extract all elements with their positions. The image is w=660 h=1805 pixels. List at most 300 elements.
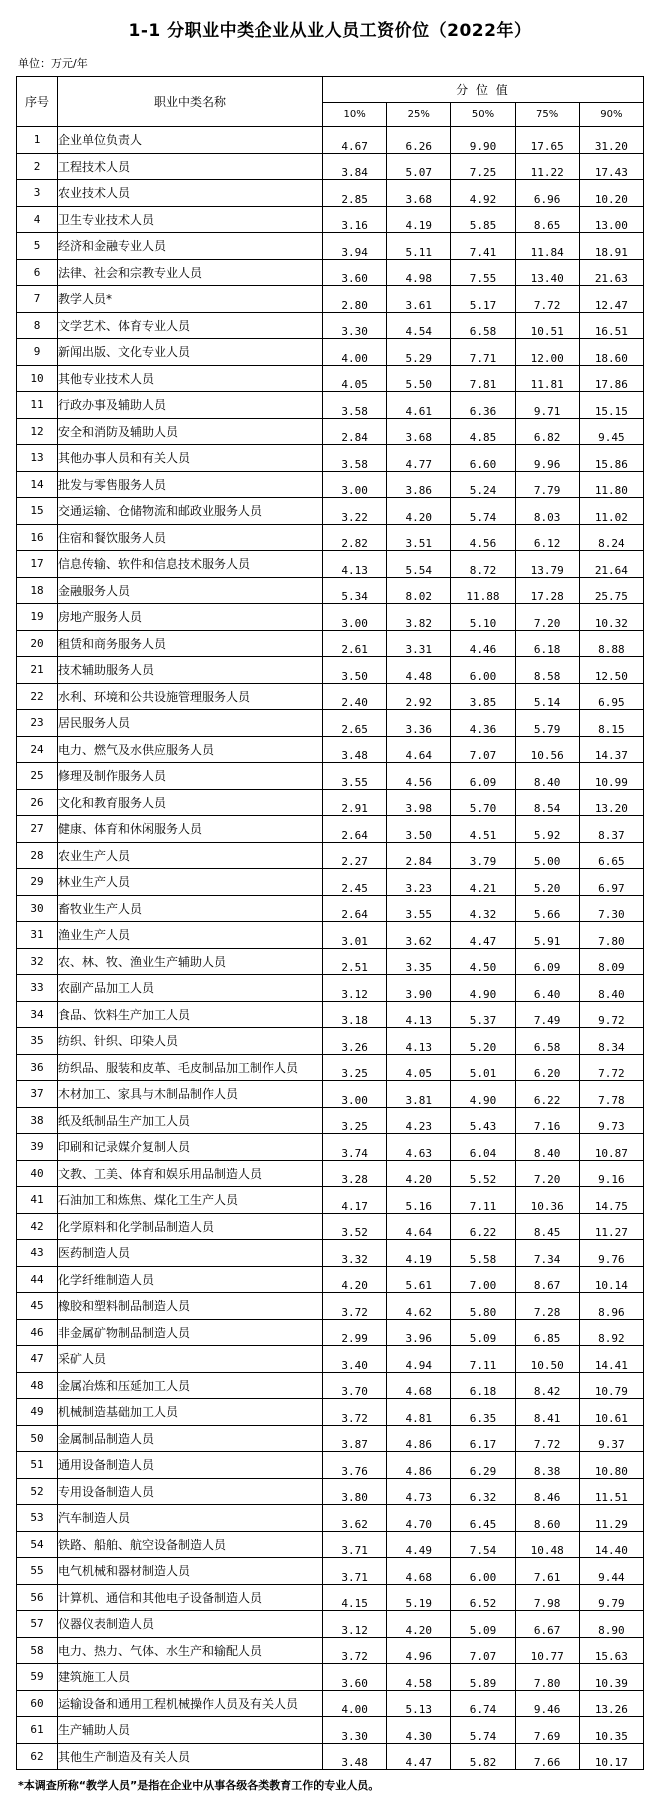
row-percentile-value: 7.20	[515, 1160, 579, 1187]
row-occupation-name: 电气机械和器材制造人员	[58, 1558, 323, 1585]
header-p75: 75%	[515, 103, 579, 127]
row-percentile-value: 4.94	[387, 1346, 451, 1373]
row-percentile-value: 6.97	[579, 869, 643, 896]
row-percentile-value: 3.25	[323, 1054, 387, 1081]
row-percentile-value: 7.25	[451, 153, 515, 180]
header-seq: 序号	[17, 77, 58, 127]
table-row	[17, 1611, 644, 1638]
row-percentile-value: 14.75	[579, 1187, 643, 1214]
row-percentile-value: 6.96	[515, 180, 579, 207]
row-occupation-name: 经济和金融专业人员	[58, 233, 323, 260]
table-row	[17, 1505, 644, 1532]
row-percentile-value: 17.65	[515, 127, 579, 154]
row-percentile-value: 3.16	[323, 206, 387, 233]
row-percentile-value: 4.77	[387, 445, 451, 472]
row-percentile-value: 3.52	[323, 1213, 387, 1240]
row-percentile-value: 8.42	[515, 1372, 579, 1399]
row-percentile-value: 6.00	[451, 1558, 515, 1585]
row-sequence-number: 54	[17, 1531, 58, 1558]
row-percentile-value: 3.62	[323, 1505, 387, 1532]
row-percentile-value: 10.39	[579, 1664, 643, 1691]
row-percentile-value: 2.40	[323, 683, 387, 710]
row-percentile-value: 3.26	[323, 1028, 387, 1055]
row-percentile-value: 5.85	[451, 206, 515, 233]
row-percentile-value: 3.76	[323, 1452, 387, 1479]
table-row	[17, 1399, 644, 1426]
table-row	[17, 1452, 644, 1479]
row-percentile-value: 11.81	[515, 365, 579, 392]
row-percentile-value: 3.94	[323, 233, 387, 260]
row-percentile-value: 5.61	[387, 1266, 451, 1293]
table-row	[17, 1160, 644, 1187]
row-percentile-value: 6.74	[451, 1690, 515, 1717]
row-occupation-name: 其他专业技术人员	[58, 365, 323, 392]
row-percentile-value: 4.49	[387, 1531, 451, 1558]
row-percentile-value: 4.56	[451, 524, 515, 551]
row-percentile-value: 5.16	[387, 1187, 451, 1214]
row-percentile-value: 6.04	[451, 1134, 515, 1161]
row-sequence-number: 31	[17, 922, 58, 949]
row-percentile-value: 4.32	[451, 895, 515, 922]
table-row	[17, 1081, 644, 1108]
row-percentile-value: 4.19	[387, 1240, 451, 1267]
row-percentile-value: 11.51	[579, 1478, 643, 1505]
row-percentile-value: 3.80	[323, 1478, 387, 1505]
row-occupation-name: 居民服务人员	[58, 710, 323, 737]
row-percentile-value: 10.20	[579, 180, 643, 207]
row-percentile-value: 6.12	[515, 524, 579, 551]
row-occupation-name: 住宿和餐饮服务人员	[58, 524, 323, 551]
header-percentile-group: 分 位 值	[323, 77, 644, 103]
row-sequence-number: 3	[17, 180, 58, 207]
row-percentile-value: 4.73	[387, 1478, 451, 1505]
row-percentile-value: 3.81	[387, 1081, 451, 1108]
row-occupation-name: 仪器仪表制造人员	[58, 1611, 323, 1638]
row-percentile-value: 4.64	[387, 1213, 451, 1240]
row-percentile-value: 3.12	[323, 1611, 387, 1638]
row-percentile-value: 5.11	[387, 233, 451, 260]
row-percentile-value: 5.10	[451, 604, 515, 631]
row-percentile-value: 8.40	[515, 1134, 579, 1161]
row-percentile-value: 5.91	[515, 922, 579, 949]
row-percentile-value: 5.09	[451, 1611, 515, 1638]
row-percentile-value: 6.18	[515, 630, 579, 657]
row-percentile-value: 13.79	[515, 551, 579, 578]
row-occupation-name: 文化和教育服务人员	[58, 789, 323, 816]
row-percentile-value: 3.31	[387, 630, 451, 657]
row-percentile-value: 5.24	[451, 471, 515, 498]
table-row	[17, 1213, 644, 1240]
row-occupation-name: 电力、燃气及水供应服务人员	[58, 736, 323, 763]
row-percentile-value: 3.60	[323, 259, 387, 286]
row-sequence-number: 37	[17, 1081, 58, 1108]
row-percentile-value: 4.62	[387, 1293, 451, 1320]
row-percentile-value: 4.56	[387, 763, 451, 790]
row-occupation-name: 水利、环境和公共设施管理服务人员	[58, 683, 323, 710]
row-percentile-value: 2.84	[323, 418, 387, 445]
row-percentile-value: 4.51	[451, 816, 515, 843]
row-percentile-value: 14.37	[579, 736, 643, 763]
table-row	[17, 233, 644, 260]
row-percentile-value: 5.37	[451, 1001, 515, 1028]
row-percentile-value: 7.72	[579, 1054, 643, 1081]
row-occupation-name: 机械制造基础加工人员	[58, 1399, 323, 1426]
row-percentile-value: 4.13	[323, 551, 387, 578]
row-occupation-name: 运输设备和通用工程机械操作人员及有关人员	[58, 1690, 323, 1717]
row-occupation-name: 企业单位负责人	[58, 127, 323, 154]
row-percentile-value: 7.66	[515, 1743, 579, 1770]
table-row	[17, 1690, 644, 1717]
row-sequence-number: 6	[17, 259, 58, 286]
row-occupation-name: 健康、体育和休闲服务人员	[58, 816, 323, 843]
row-percentile-value: 5.92	[515, 816, 579, 843]
row-percentile-value: 6.45	[451, 1505, 515, 1532]
row-percentile-value: 7.78	[579, 1081, 643, 1108]
row-occupation-name: 工程技术人员	[58, 153, 323, 180]
row-percentile-value: 4.13	[387, 1028, 451, 1055]
row-percentile-value: 9.44	[579, 1558, 643, 1585]
row-percentile-value: 6.22	[451, 1213, 515, 1240]
table-row	[17, 180, 644, 207]
table-row	[17, 604, 644, 631]
row-percentile-value: 14.41	[579, 1346, 643, 1373]
row-occupation-name: 计算机、通信和其他电子设备制造人员	[58, 1584, 323, 1611]
row-percentile-value: 6.82	[515, 418, 579, 445]
table-row	[17, 524, 644, 551]
row-sequence-number: 8	[17, 312, 58, 339]
row-percentile-value: 7.54	[451, 1531, 515, 1558]
row-percentile-value: 7.11	[451, 1187, 515, 1214]
table-row	[17, 392, 644, 419]
row-percentile-value: 10.51	[515, 312, 579, 339]
row-percentile-value: 3.50	[323, 657, 387, 684]
row-percentile-value: 3.58	[323, 445, 387, 472]
row-sequence-number: 1	[17, 127, 58, 154]
row-percentile-value: 3.00	[323, 1081, 387, 1108]
row-occupation-name: 印刷和记录媒介复制人员	[58, 1134, 323, 1161]
row-percentile-value: 9.73	[579, 1107, 643, 1134]
table-row	[17, 1187, 644, 1214]
row-percentile-value: 12.00	[515, 339, 579, 366]
row-percentile-value: 3.98	[387, 789, 451, 816]
footnote: *本调查所称“教学人员”是指在企业中从事各级各类教育工作的专业人员。	[18, 1779, 380, 1792]
row-percentile-value: 13.40	[515, 259, 579, 286]
table-row	[17, 1558, 644, 1585]
row-percentile-value: 11.22	[515, 153, 579, 180]
row-sequence-number: 12	[17, 418, 58, 445]
row-percentile-value: 10.35	[579, 1717, 643, 1744]
row-percentile-value: 3.48	[323, 1743, 387, 1770]
row-percentile-value: 5.01	[451, 1054, 515, 1081]
row-percentile-value: 4.63	[387, 1134, 451, 1161]
row-percentile-value: 3.68	[387, 418, 451, 445]
row-percentile-value: 15.86	[579, 445, 643, 472]
row-occupation-name: 交通运输、仓储物流和邮政业服务人员	[58, 498, 323, 525]
table-row	[17, 1717, 644, 1744]
row-occupation-name: 纸及纸制品生产加工人员	[58, 1107, 323, 1134]
row-percentile-value: 4.67	[323, 127, 387, 154]
row-percentile-value: 21.63	[579, 259, 643, 286]
row-percentile-value: 3.00	[323, 604, 387, 631]
row-sequence-number: 30	[17, 895, 58, 922]
row-percentile-value: 3.30	[323, 1717, 387, 1744]
row-percentile-value: 6.22	[515, 1081, 579, 1108]
row-percentile-value: 7.07	[451, 1637, 515, 1664]
row-percentile-value: 4.20	[387, 1160, 451, 1187]
row-occupation-name: 专用设备制造人员	[58, 1478, 323, 1505]
table-row	[17, 127, 644, 154]
row-percentile-value: 8.46	[515, 1478, 579, 1505]
row-percentile-value: 4.13	[387, 1001, 451, 1028]
row-percentile-value: 3.60	[323, 1664, 387, 1691]
row-percentile-value: 13.00	[579, 206, 643, 233]
row-percentile-value: 21.64	[579, 551, 643, 578]
table-row	[17, 842, 644, 869]
row-percentile-value: 4.58	[387, 1664, 451, 1691]
row-percentile-value: 15.63	[579, 1637, 643, 1664]
row-percentile-value: 8.34	[579, 1028, 643, 1055]
row-percentile-value: 17.28	[515, 577, 579, 604]
row-percentile-value: 4.98	[387, 259, 451, 286]
row-percentile-value: 5.54	[387, 551, 451, 578]
row-occupation-name: 化学原料和化学制品制造人员	[58, 1213, 323, 1240]
row-percentile-value: 4.92	[451, 180, 515, 207]
table-row	[17, 1425, 644, 1452]
table-row	[17, 1134, 644, 1161]
row-percentile-value: 2.99	[323, 1319, 387, 1346]
row-percentile-value: 5.82	[451, 1743, 515, 1770]
row-percentile-value: 3.79	[451, 842, 515, 869]
row-sequence-number: 23	[17, 710, 58, 737]
row-percentile-value: 12.50	[579, 657, 643, 684]
row-percentile-value: 4.20	[323, 1266, 387, 1293]
row-percentile-value: 3.87	[323, 1425, 387, 1452]
row-percentile-value: 10.80	[579, 1452, 643, 1479]
table-row	[17, 153, 644, 180]
row-percentile-value: 7.79	[515, 471, 579, 498]
row-sequence-number: 14	[17, 471, 58, 498]
table-row	[17, 948, 644, 975]
table-row	[17, 789, 644, 816]
table-row	[17, 1584, 644, 1611]
table-row	[17, 445, 644, 472]
row-percentile-value: 5.14	[515, 683, 579, 710]
row-percentile-value: 18.91	[579, 233, 643, 260]
row-percentile-value: 2.27	[323, 842, 387, 869]
row-percentile-value: 5.07	[387, 153, 451, 180]
table-row	[17, 1319, 644, 1346]
row-percentile-value: 3.72	[323, 1637, 387, 1664]
row-percentile-value: 5.52	[451, 1160, 515, 1187]
row-sequence-number: 2	[17, 153, 58, 180]
row-sequence-number: 59	[17, 1664, 58, 1691]
row-occupation-name: 法律、社会和宗教专业人员	[58, 259, 323, 286]
row-percentile-value: 3.71	[323, 1531, 387, 1558]
table-row	[17, 1664, 644, 1691]
row-percentile-value: 3.36	[387, 710, 451, 737]
row-percentile-value: 5.80	[451, 1293, 515, 1320]
table-row	[17, 1240, 644, 1267]
row-sequence-number: 15	[17, 498, 58, 525]
row-sequence-number: 43	[17, 1240, 58, 1267]
row-percentile-value: 10.61	[579, 1399, 643, 1426]
row-percentile-value: 3.58	[323, 392, 387, 419]
row-occupation-name: 通用设备制造人员	[58, 1452, 323, 1479]
row-percentile-value: 7.41	[451, 233, 515, 260]
row-percentile-value: 4.96	[387, 1637, 451, 1664]
table-row	[17, 1743, 644, 1770]
row-sequence-number: 4	[17, 206, 58, 233]
row-percentile-value: 4.19	[387, 206, 451, 233]
row-sequence-number: 51	[17, 1452, 58, 1479]
row-percentile-value: 9.90	[451, 127, 515, 154]
row-percentile-value: 10.14	[579, 1266, 643, 1293]
row-percentile-value: 11.80	[579, 471, 643, 498]
row-percentile-value: 18.60	[579, 339, 643, 366]
row-percentile-value: 4.90	[451, 975, 515, 1002]
row-sequence-number: 52	[17, 1478, 58, 1505]
row-percentile-value: 6.67	[515, 1611, 579, 1638]
row-sequence-number: 41	[17, 1187, 58, 1214]
row-percentile-value: 9.46	[515, 1690, 579, 1717]
row-percentile-value: 5.29	[387, 339, 451, 366]
header-p90: 90%	[579, 103, 643, 127]
row-percentile-value: 4.54	[387, 312, 451, 339]
row-occupation-name: 农副产品加工人员	[58, 975, 323, 1002]
row-percentile-value: 10.99	[579, 763, 643, 790]
row-percentile-value: 7.11	[451, 1346, 515, 1373]
table-row	[17, 683, 644, 710]
table-row	[17, 975, 644, 1002]
row-percentile-value: 4.00	[323, 1690, 387, 1717]
row-percentile-value: 7.72	[515, 1425, 579, 1452]
row-sequence-number: 42	[17, 1213, 58, 1240]
row-percentile-value: 4.47	[451, 922, 515, 949]
row-percentile-value: 6.58	[451, 312, 515, 339]
row-percentile-value: 8.37	[579, 816, 643, 843]
table-row	[17, 895, 644, 922]
row-percentile-value: 5.34	[323, 577, 387, 604]
row-percentile-value: 6.40	[515, 975, 579, 1002]
row-percentile-value: 5.58	[451, 1240, 515, 1267]
row-percentile-value: 2.84	[387, 842, 451, 869]
row-percentile-value: 10.17	[579, 1743, 643, 1770]
row-sequence-number: 53	[17, 1505, 58, 1532]
header-p25: 25%	[387, 103, 451, 127]
row-sequence-number: 60	[17, 1690, 58, 1717]
table-row	[17, 206, 644, 233]
table-row	[17, 816, 644, 843]
row-percentile-value: 5.43	[451, 1107, 515, 1134]
table-row	[17, 418, 644, 445]
row-percentile-value: 4.61	[387, 392, 451, 419]
row-percentile-value: 5.00	[515, 842, 579, 869]
row-sequence-number: 21	[17, 657, 58, 684]
row-percentile-value: 2.45	[323, 869, 387, 896]
row-percentile-value: 3.62	[387, 922, 451, 949]
row-percentile-value: 5.79	[515, 710, 579, 737]
row-percentile-value: 9.16	[579, 1160, 643, 1187]
row-occupation-name: 修理及制作服务人员	[58, 763, 323, 790]
row-percentile-value: 6.35	[451, 1399, 515, 1426]
row-percentile-value: 4.68	[387, 1558, 451, 1585]
row-percentile-value: 3.40	[323, 1346, 387, 1373]
row-percentile-value: 3.55	[387, 895, 451, 922]
row-percentile-value: 5.09	[451, 1319, 515, 1346]
row-percentile-value: 4.17	[323, 1187, 387, 1214]
row-percentile-value: 8.41	[515, 1399, 579, 1426]
row-percentile-value: 4.50	[451, 948, 515, 975]
row-percentile-value: 2.82	[323, 524, 387, 551]
row-percentile-value: 3.85	[451, 683, 515, 710]
row-percentile-value: 8.72	[451, 551, 515, 578]
row-sequence-number: 47	[17, 1346, 58, 1373]
row-percentile-value: 6.09	[515, 948, 579, 975]
row-sequence-number: 25	[17, 763, 58, 790]
row-percentile-value: 3.72	[323, 1399, 387, 1426]
row-percentile-value: 4.81	[387, 1399, 451, 1426]
row-sequence-number: 61	[17, 1717, 58, 1744]
row-occupation-name: 卫生专业技术人员	[58, 206, 323, 233]
table-row	[17, 1637, 644, 1664]
row-percentile-value: 5.74	[451, 498, 515, 525]
row-percentile-value: 7.80	[515, 1664, 579, 1691]
row-percentile-value: 8.45	[515, 1213, 579, 1240]
row-occupation-name: 行政办事及辅助人员	[58, 392, 323, 419]
table-row	[17, 1478, 644, 1505]
row-percentile-value: 4.30	[387, 1717, 451, 1744]
row-percentile-value: 3.86	[387, 471, 451, 498]
row-sequence-number: 57	[17, 1611, 58, 1638]
row-occupation-name: 食品、饮料生产加工人员	[58, 1001, 323, 1028]
table-row	[17, 312, 644, 339]
row-percentile-value: 11.02	[579, 498, 643, 525]
row-occupation-name: 信息传输、软件和信息技术服务人员	[58, 551, 323, 578]
row-percentile-value: 8.60	[515, 1505, 579, 1532]
row-occupation-name: 农、林、牧、渔业生产辅助人员	[58, 948, 323, 975]
header-occupation-name: 职业中类名称	[58, 77, 323, 127]
row-percentile-value: 4.00	[323, 339, 387, 366]
row-percentile-value: 5.70	[451, 789, 515, 816]
row-percentile-value: 8.38	[515, 1452, 579, 1479]
table-row	[17, 577, 644, 604]
table-row	[17, 339, 644, 366]
row-sequence-number: 36	[17, 1054, 58, 1081]
row-percentile-value: 3.50	[387, 816, 451, 843]
row-sequence-number: 19	[17, 604, 58, 631]
table-row	[17, 763, 644, 790]
row-occupation-name: 医药制造人员	[58, 1240, 323, 1267]
row-percentile-value: 11.29	[579, 1505, 643, 1532]
row-percentile-value: 4.90	[451, 1081, 515, 1108]
row-occupation-name: 电力、热力、气体、水生产和输配人员	[58, 1637, 323, 1664]
row-percentile-value: 2.65	[323, 710, 387, 737]
row-percentile-value: 8.90	[579, 1611, 643, 1638]
row-percentile-value: 10.50	[515, 1346, 579, 1373]
row-occupation-name: 金融服务人员	[58, 577, 323, 604]
row-percentile-value: 5.13	[387, 1690, 451, 1717]
row-percentile-value: 17.86	[579, 365, 643, 392]
row-sequence-number: 38	[17, 1107, 58, 1134]
row-percentile-value: 6.60	[451, 445, 515, 472]
row-percentile-value: 10.77	[515, 1637, 579, 1664]
row-percentile-value: 2.80	[323, 286, 387, 313]
row-percentile-value: 8.15	[579, 710, 643, 737]
row-percentile-value: 5.17	[451, 286, 515, 313]
row-percentile-value: 9.37	[579, 1425, 643, 1452]
row-occupation-name: 其他办事人员和有关人员	[58, 445, 323, 472]
table-row	[17, 922, 644, 949]
